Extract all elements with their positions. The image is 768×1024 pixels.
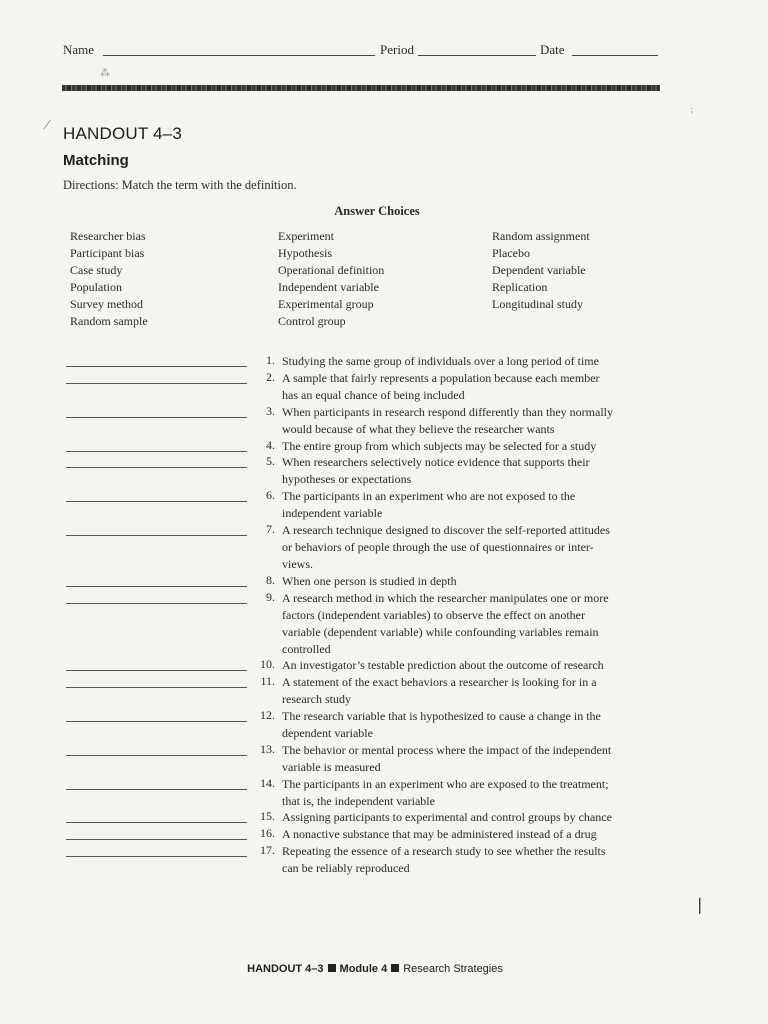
answer-choice: Hypothesis: [278, 246, 332, 260]
header-divider-bar: [62, 85, 660, 91]
question-number: 11.: [260, 674, 275, 689]
answer-blank[interactable]: [66, 586, 247, 587]
footer-module: Module 4: [339, 963, 388, 975]
answer-blank[interactable]: [66, 467, 247, 468]
question-number: 7.: [266, 522, 275, 536]
question-text: [282, 657, 662, 674]
footer-square-icon: [328, 964, 336, 972]
footer-square-icon: [391, 964, 399, 972]
question-line: An investigator’s testable prediction about the outcome of research: [282, 658, 604, 673]
question-number: 15.: [260, 809, 275, 824]
question-line: Assigning participants to experimental and control groups by chance: [282, 810, 612, 825]
answer-choices-column-1: [70, 228, 148, 330]
date-blank: [572, 55, 658, 56]
footer-handout: HANDOUT 4–3: [247, 963, 324, 975]
period-blank: [418, 55, 536, 56]
question-line: Studying the same group of individuals over a long period of time: [282, 354, 599, 368]
question-line: factors (independent variables) to observe the effect on another: [282, 607, 585, 622]
question-number: 9.: [266, 589, 275, 604]
answer-blank[interactable]: [66, 501, 247, 502]
answer-choice: Survey method: [70, 297, 143, 311]
answer-choice: Replication: [492, 280, 548, 294]
answer-blank[interactable]: [66, 603, 247, 604]
answer-choices-column-2: [278, 228, 384, 330]
answer-choice: Experiment: [278, 229, 334, 243]
question-number: 6.: [266, 488, 275, 503]
answer-blank[interactable]: [66, 789, 247, 790]
date-label: Date: [540, 42, 565, 57]
scan-mark: ⁏: [690, 104, 694, 115]
question-line: A research method in which the researcher manipulates one or more: [282, 590, 609, 605]
question-number: 1.: [266, 353, 275, 367]
question-text: [282, 590, 662, 658]
question-line: When participants in research respond differently than they normally: [282, 404, 613, 419]
answer-blank[interactable]: [66, 383, 247, 384]
question-line: A research technique designed to discover the self-reported attitudes: [282, 523, 610, 537]
answer-choice: Researcher bias: [70, 229, 146, 243]
answer-blank[interactable]: [66, 687, 247, 688]
question-line: The participants in an experiment who are exposed to the treatment;: [282, 776, 609, 791]
question-line: would because of what they believe the researcher wants: [282, 421, 555, 436]
question-line: When one person is studied in depth: [282, 573, 457, 588]
answer-choice: Placebo: [492, 246, 530, 260]
question-line: dependent variable: [282, 725, 373, 740]
question-line: or behaviors of people through the use of questionnaires or inter-: [282, 540, 594, 554]
question-number: 14.: [260, 775, 275, 790]
scan-mark: ⁂: [100, 68, 110, 79]
directions-text: Directions: Match the term with the definition.: [63, 178, 297, 192]
answer-blank[interactable]: [66, 856, 247, 857]
question-text: [282, 809, 662, 826]
question-line: A statement of the exact behaviors a researcher is looking for in a: [282, 675, 597, 690]
period-label: Period: [380, 42, 414, 57]
answer-blank[interactable]: [66, 721, 247, 722]
question-text: [282, 353, 662, 370]
answer-choice: Longitudinal study: [492, 297, 583, 311]
question-text: [282, 742, 662, 776]
question-line: views.: [282, 557, 313, 571]
question-number: 8.: [266, 572, 275, 587]
answer-choice: Population: [70, 280, 123, 294]
answer-choice: Experimental group: [278, 297, 374, 311]
question-text: [282, 522, 662, 573]
answer-choice: Participant bias: [70, 246, 145, 260]
question-number: 16.: [260, 826, 275, 841]
question-text: [282, 370, 662, 404]
question-line: variable (dependent variable) while confounding variables remain: [282, 624, 599, 639]
question-number: 2.: [266, 369, 275, 384]
question-text: [282, 438, 662, 455]
question-line: independent variable: [282, 506, 383, 521]
question-number: 17.: [260, 843, 275, 858]
question-line: variable is measured: [282, 759, 381, 774]
question-text: [282, 674, 662, 708]
question-line: A nonactive substance that may be administered instead of a drug: [282, 827, 597, 842]
answer-blank[interactable]: [66, 417, 247, 418]
question-text: [282, 573, 662, 590]
question-line: The participants in an experiment who are not exposed to the: [282, 489, 576, 504]
question-text: [282, 708, 662, 742]
handout-title: HANDOUT 4–3: [63, 124, 183, 143]
footer-topic: Research Strategies: [403, 963, 503, 975]
scan-mark: ❘: [693, 897, 707, 914]
answer-choice: Dependent variable: [492, 263, 586, 277]
question-number: 3.: [266, 403, 275, 418]
question-text: [282, 488, 662, 522]
header-fields: [63, 42, 658, 62]
question-number: 5.: [266, 454, 275, 469]
answer-choices-column-3: [492, 228, 590, 313]
answer-choice: Case study: [70, 263, 123, 277]
question-text: [282, 776, 662, 810]
answer-blank[interactable]: [66, 822, 247, 823]
question-text: [282, 826, 662, 843]
answer-choice: Operational definition: [278, 263, 385, 277]
question-line: that is, the independent variable: [282, 793, 435, 808]
answer-choice: Random sample: [70, 314, 148, 328]
question-line: The entire group from which subjects may be selected for a study: [282, 438, 597, 453]
question-text: [282, 404, 662, 438]
scan-mark: ⁄: [46, 118, 49, 133]
answer-blank[interactable]: [66, 535, 247, 536]
question-line: hypotheses or expectations: [282, 472, 412, 487]
question-line: controlled: [282, 641, 331, 656]
question-line: The research variable that is hypothesized to cause a change in the: [282, 708, 601, 723]
question-line: can be reliably reproduced: [282, 861, 410, 876]
answer-choices-title: Answer Choices: [334, 204, 420, 218]
question-number: 10.: [260, 657, 275, 672]
answer-choice: Independent variable: [278, 280, 379, 294]
question-line: A sample that fairly represents a population because each member: [282, 370, 600, 385]
answer-blank[interactable]: [66, 366, 247, 367]
question-line: research study: [282, 692, 351, 707]
question-number: 12.: [260, 707, 275, 722]
question-line: Repeating the essence of a research study to see whether the results: [282, 844, 606, 859]
question-line: The behavior or mental process where the impact of the independent: [282, 742, 612, 757]
answer-choice: Control group: [278, 314, 346, 328]
question-text: [282, 843, 662, 877]
answer-blank[interactable]: [66, 839, 247, 840]
question-text: [282, 454, 662, 488]
question-line: When researchers selectively notice evidence that supports their: [282, 455, 590, 470]
question-number: 4.: [266, 437, 275, 452]
name-label: Name: [63, 42, 95, 57]
question-number: 13.: [260, 741, 275, 756]
page-footer: [0, 963, 768, 975]
answer-blank[interactable]: [66, 755, 247, 756]
answer-blank[interactable]: [66, 451, 247, 452]
answer-choice: Random assignment: [492, 229, 590, 243]
question-line: has an equal chance of being included: [282, 387, 465, 402]
section-title: Matching: [63, 152, 129, 169]
name-blank: [103, 55, 375, 56]
answer-blank[interactable]: [66, 670, 247, 671]
